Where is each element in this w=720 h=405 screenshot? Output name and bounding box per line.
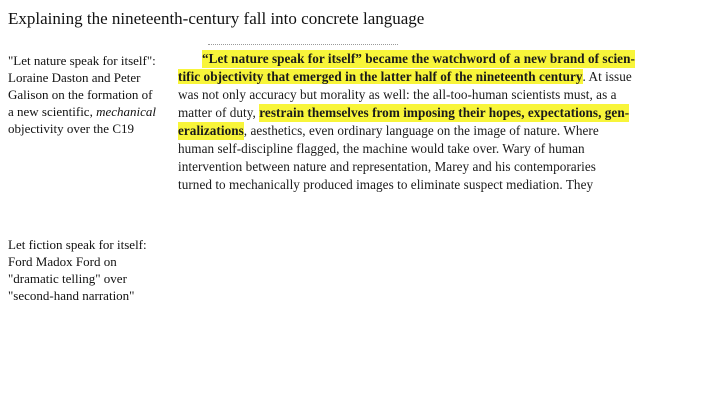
highlighted-text: tific objectivity that emerged in the latter half of the nineteenth century	[178, 69, 583, 84]
excerpt-line-7	[178, 158, 682, 176]
note-line: Galison on the formation of	[8, 87, 153, 102]
note-line	[8, 103, 173, 120]
note-line: Let fiction speak for itself:	[8, 237, 147, 252]
highlighted-text: eralizations	[178, 123, 244, 138]
note-line: "dramatic telling" over	[8, 271, 127, 286]
side-note-ford-madox-ford	[8, 236, 173, 304]
highlighted-text: restrain themselves from imposing their hopes, expectations, gen-	[259, 105, 630, 120]
scan-cut-edge	[208, 44, 398, 49]
note-text: a new scientific,	[8, 104, 97, 119]
scanned-excerpt	[178, 44, 682, 194]
note-line: "Let nature speak for itself":	[8, 53, 156, 68]
excerpt-text: , aesthetics, even ordinary language on the image of nature. Where	[243, 123, 599, 138]
excerpt-line-3	[178, 86, 682, 104]
excerpt-line-2	[178, 68, 682, 86]
excerpt-line-5	[178, 122, 682, 140]
excerpt-line-8	[178, 176, 682, 194]
note-line: Ford Madox Ford on	[8, 254, 117, 269]
excerpt-text: intervention between nature and representation, Marey and his contemporaries	[178, 159, 596, 174]
side-note-daston-galison	[8, 52, 173, 137]
excerpt-text: was not only accuracy but morality as well: the all-too-human scientists must, as a	[178, 87, 617, 102]
excerpt-line-1	[178, 50, 682, 68]
note-line: objectivity over the C19	[8, 121, 135, 136]
excerpt-text: turned to mechanically produced images to eliminate suspect mediation. They	[178, 177, 594, 192]
note-line: Loraine Daston and Peter	[8, 70, 141, 85]
excerpt-line-4	[178, 104, 682, 122]
excerpt-line-6	[178, 140, 682, 158]
slide-title: Explaining the nineteenth-century fall into concrete language	[8, 9, 425, 28]
excerpt-text: human self-discipline flagged, the machine would take over. Wary of human	[178, 141, 585, 156]
note-line: "second-hand narration"	[8, 288, 135, 303]
excerpt-text: matter of duty,	[178, 105, 260, 120]
highlighted-text: “Let nature speak for itself” became the watchword of a new brand of scien-	[202, 51, 635, 66]
note-emphasis-mechanical: mechanical	[96, 104, 156, 119]
excerpt-text: . At issue	[582, 69, 632, 84]
